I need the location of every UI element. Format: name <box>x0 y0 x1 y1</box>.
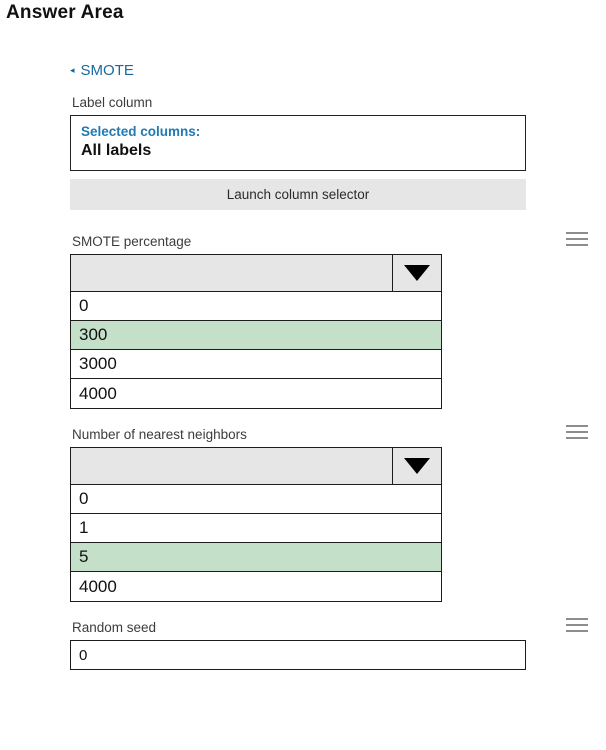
field-nearest-neighbors <box>70 427 588 602</box>
selected-columns-value: All labels <box>81 142 152 159</box>
list-item[interactable]: 300 <box>71 321 441 350</box>
list-item[interactable]: 4000 <box>79 576 117 596</box>
label-column-label: Label column <box>72 95 153 110</box>
list-item[interactable]: 4000 <box>79 383 117 403</box>
nearest-neighbors-value <box>71 448 392 484</box>
random-seed-label: Random seed <box>72 620 157 635</box>
smote-percentage-combo-closed[interactable] <box>70 254 442 292</box>
chevron-down-icon[interactable] <box>392 255 441 291</box>
list-item[interactable]: 0 <box>71 292 441 321</box>
page-title: Answer Area <box>6 2 124 23</box>
smote-percentage-label: SMOTE percentage <box>72 234 192 249</box>
nearest-neighbors-options[interactable] <box>70 485 442 602</box>
list-item[interactable]: 3000 <box>71 350 441 379</box>
selected-columns-box[interactable] <box>70 115 526 171</box>
collapse-caret-icon[interactable]: ◂ <box>70 65 75 75</box>
answer-area <box>0 62 606 670</box>
launch-column-selector-button[interactable]: Launch column selector <box>70 179 526 210</box>
selected-columns-title: Selected columns: <box>81 124 201 139</box>
list-item[interactable]: 5 <box>71 543 441 572</box>
nearest-neighbors-label: Number of nearest neighbors <box>72 427 247 442</box>
list-item[interactable]: 0 <box>71 485 441 514</box>
smote-group-header[interactable] <box>70 62 588 79</box>
field-smote-percentage <box>70 234 588 409</box>
smote-percentage-value <box>71 255 392 291</box>
nearest-neighbors-combo[interactable] <box>70 447 442 602</box>
list-item[interactable]: 1 <box>71 514 441 543</box>
random-seed-input[interactable] <box>70 640 526 670</box>
field-label-column <box>70 95 588 210</box>
nearest-neighbors-combo-closed[interactable] <box>70 447 442 485</box>
smote-percentage-menu-icon[interactable] <box>566 232 588 246</box>
random-seed-menu-icon[interactable] <box>566 618 588 632</box>
group-title-smote: SMOTE <box>80 62 134 79</box>
chevron-down-icon[interactable] <box>392 448 441 484</box>
field-random-seed <box>70 620 588 670</box>
smote-percentage-combo[interactable] <box>70 254 442 409</box>
nearest-neighbors-menu-icon[interactable] <box>566 425 588 439</box>
smote-percentage-options[interactable] <box>70 292 442 409</box>
